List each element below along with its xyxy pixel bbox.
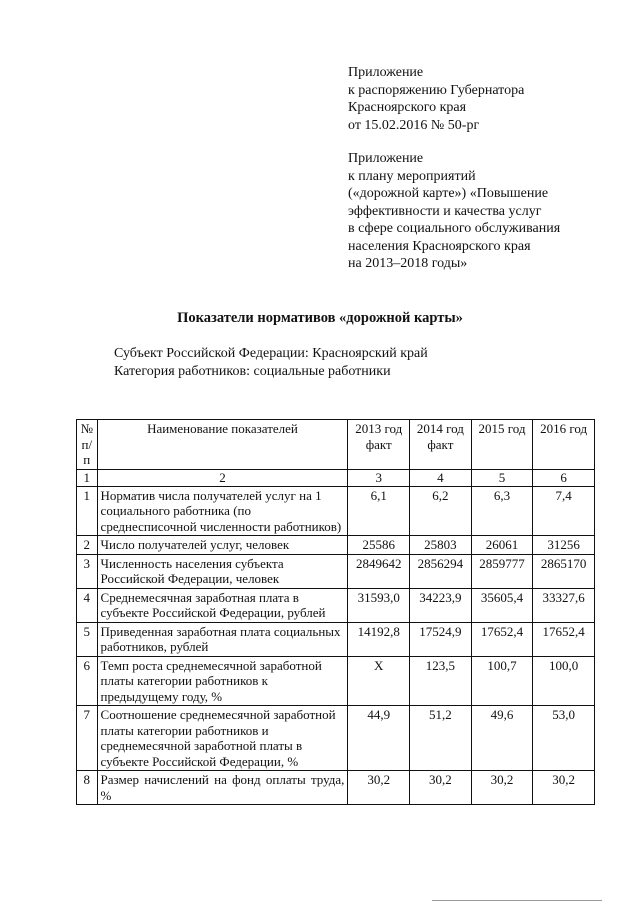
- header-name: Наименование показателей: [97, 420, 348, 470]
- category-line: Категория работников: социальные работники: [114, 364, 391, 379]
- value-2014: 123,5: [410, 656, 472, 706]
- row-number: 8: [77, 771, 98, 805]
- value-2015: 49,6: [471, 706, 533, 771]
- value-2016: 33327,6: [533, 588, 595, 622]
- value-2016: 7,4: [533, 486, 595, 536]
- appendix-line: населения Красноярского края: [348, 238, 531, 254]
- value-2015: 35605,4: [471, 588, 533, 622]
- indicator-name: Численность населения субъекта Российской Федерации, человек: [97, 554, 348, 588]
- table-row: [77, 486, 595, 536]
- appendix-to-plan: [348, 150, 560, 273]
- indicator-name: Размер начислений на фонд оплаты труда, %: [97, 771, 348, 805]
- value-2014: 2856294: [410, 554, 472, 588]
- header-num: № п/п: [77, 420, 98, 470]
- header-2015: 2015 год: [471, 420, 533, 470]
- value-2014: 25803: [410, 536, 472, 555]
- appendix-line: («дорожной карте») «Повышение: [348, 186, 549, 201]
- column-index: 6: [533, 469, 595, 486]
- table-row: [77, 554, 595, 588]
- appendix-line: к распоряжению Губернатора: [348, 82, 525, 98]
- column-index: 2: [97, 469, 348, 486]
- table-row: [77, 771, 595, 805]
- indicator-name: Норматив числа получателей услуг на 1 социального работника (по среднесписочной численности работников): [97, 486, 348, 536]
- row-number: 5: [77, 622, 98, 656]
- value-2013: 6,1: [348, 486, 410, 536]
- table-header-row: [77, 420, 595, 470]
- row-number: 4: [77, 588, 98, 622]
- indicator-name: Приведенная заработная плата социальных работников, рублей: [97, 622, 348, 656]
- header-2016: 2016 год: [533, 420, 595, 470]
- table-row: [77, 656, 595, 706]
- table-row: [77, 588, 595, 622]
- value-2015: 6,3: [471, 486, 533, 536]
- column-index: 1: [77, 469, 98, 486]
- row-number: 2: [77, 536, 98, 555]
- row-number: 3: [77, 554, 98, 588]
- header-2013: 2013 год факт: [348, 420, 410, 470]
- column-index-row: [77, 469, 595, 486]
- table-row: [77, 706, 595, 771]
- header-2014: 2014 год факт: [410, 420, 472, 470]
- value-2014: 51,2: [410, 706, 472, 771]
- value-2013: 31593,0: [348, 588, 410, 622]
- page-edge-line: [432, 900, 602, 901]
- value-2015: 30,2: [471, 771, 533, 805]
- table-row: [77, 622, 595, 656]
- value-2016: 30,2: [533, 771, 595, 805]
- column-index: 4: [410, 469, 472, 486]
- table-row: [77, 536, 595, 555]
- row-number: 6: [77, 656, 98, 706]
- column-index: 3: [348, 469, 410, 486]
- value-2014: 6,2: [410, 486, 472, 536]
- appendix-line: Красноярского края: [348, 100, 467, 115]
- value-2015: 100,7: [471, 656, 533, 706]
- appendix-line: на 2013–2018 годы»: [348, 256, 468, 271]
- value-2016: 53,0: [533, 706, 595, 771]
- value-2016: 2865170: [533, 554, 595, 588]
- indicators-table: [76, 419, 595, 805]
- indicator-name: Темп роста среднемесячной заработной платы категории работников к предыдущему году, %: [97, 656, 348, 706]
- appendix-line: в сфере социального обслуживания: [348, 221, 561, 236]
- appendix-line: Приложение: [348, 65, 424, 80]
- indicator-name: Соотношение среднемесячной заработной платы категории работников и среднемесячной заработной платы в субъекте Российской Федерации, %: [97, 706, 348, 771]
- value-2013: 25586: [348, 536, 410, 555]
- appendix-line: от 15.02.2016 № 50-рг: [348, 117, 480, 133]
- value-2015: 2859777: [471, 554, 533, 588]
- indicator-name: Число получателей услуг, человек: [97, 536, 348, 555]
- value-2013: Х: [348, 656, 410, 706]
- value-2016: 17652,4: [533, 622, 595, 656]
- appendix-line: Приложение: [348, 151, 424, 166]
- column-index: 5: [471, 469, 533, 486]
- appendix-to-order: [348, 64, 524, 134]
- value-2013: 44,9: [348, 706, 410, 771]
- indicator-name: Среднемесячная заработная плата в субъекте Российской Федерации, рублей: [97, 588, 348, 622]
- value-2013: 2849642: [348, 554, 410, 588]
- value-2014: 17524,9: [410, 622, 472, 656]
- appendix-line: к плану мероприятий: [348, 168, 476, 184]
- value-2015: 17652,4: [471, 622, 533, 656]
- subject-line: Субъект Российской Федерации: Красноярский край: [114, 346, 428, 361]
- value-2013: 14192,8: [348, 622, 410, 656]
- document-title: Показатели нормативов «дорожной карты»: [177, 310, 463, 326]
- value-2015: 26061: [471, 536, 533, 555]
- value-2016: 100,0: [533, 656, 595, 706]
- value-2016: 31256: [533, 536, 595, 555]
- row-number: 7: [77, 706, 98, 771]
- value-2014: 34223,9: [410, 588, 472, 622]
- value-2013: 30,2: [348, 771, 410, 805]
- appendix-line: эффективности и качества услуг: [348, 203, 542, 219]
- row-number: 1: [77, 486, 98, 536]
- value-2014: 30,2: [410, 771, 472, 805]
